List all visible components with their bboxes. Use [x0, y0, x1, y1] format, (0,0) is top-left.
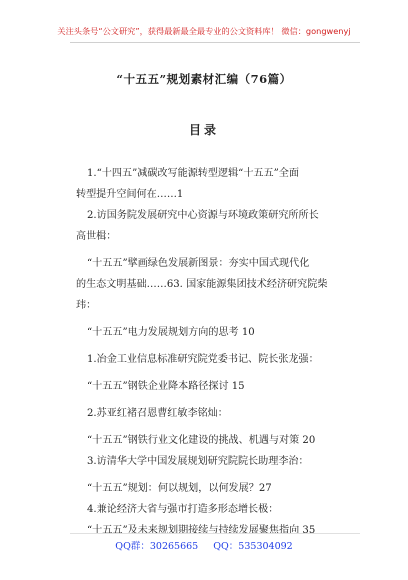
toc-entry-6-line-2[interactable]: “十五五”钢铁行业文化建设的挑战、机遇与对策 20 [87, 435, 316, 446]
toc-entry-7-line-1[interactable]: 3.访清华大学中国发展规划研究院院长助理李治： [87, 456, 309, 467]
header-divider [70, 42, 360, 43]
toc-entry-7-line-2[interactable]: “十五五”规划：何以规划，以何发展？27 [87, 483, 272, 494]
toc-entry-3-line-3[interactable]: 玮： [76, 300, 97, 311]
toc-entry-3-line-2[interactable]: 的生态文明基础……63. 国家能源集团技术经济研究院柴 [76, 279, 328, 290]
toc-entry-2-line-1[interactable]: 2.访国务院发展研究中心资源与环境政策研究所所长 [87, 210, 319, 221]
toc-entry-8-line-1[interactable]: 4.兼论经济大省与强市打造多形态增长极： [87, 504, 279, 515]
toc-entry-2-line-2[interactable]: 高世楫： [76, 231, 117, 242]
footer-divider [70, 533, 360, 534]
toc-entry-1-line-2[interactable]: 转型提升空间何在……1 [76, 189, 184, 200]
document-title: “十五五”规划素材汇编（76篇） [116, 72, 292, 86]
toc-entry-3-line-1[interactable]: “十五五”擘画绿色发展新图景：夯实中国式现代化 [87, 258, 310, 269]
toc-heading: 目录 [188, 123, 219, 137]
table-of-contents [0, 163, 408, 541]
toc-entry-4[interactable]: “十五五”电力发展规划方向的思考 10 [87, 327, 255, 338]
footer-banner: QQ群：30265665 QQ：535304092 [115, 541, 293, 552]
toc-entry-1-line-1[interactable]: 1.“十四五”减碳改写能源转型逻辑“十五五”全面 [87, 168, 299, 179]
toc-entry-5-line-1[interactable]: 1.冶金工业信息标准研究院党委书记、院长张龙强： [87, 354, 319, 365]
header-banner: 关注头条号“公文研究”，获得最新最全最专业的公文资料库！ 微信：gongwenyj [57, 26, 351, 36]
toc-entry-5-line-2[interactable]: “十五五”钢铁企业降本路径探讨 15 [87, 381, 245, 392]
toc-entry-6-line-1[interactable]: 2.苏亚红褚召恩曹红敏李铭灿： [87, 408, 228, 419]
toc-entry-8-line-2[interactable]: “十五五”及未来规划期接续与持续发展聚焦指向 35 [87, 525, 316, 536]
